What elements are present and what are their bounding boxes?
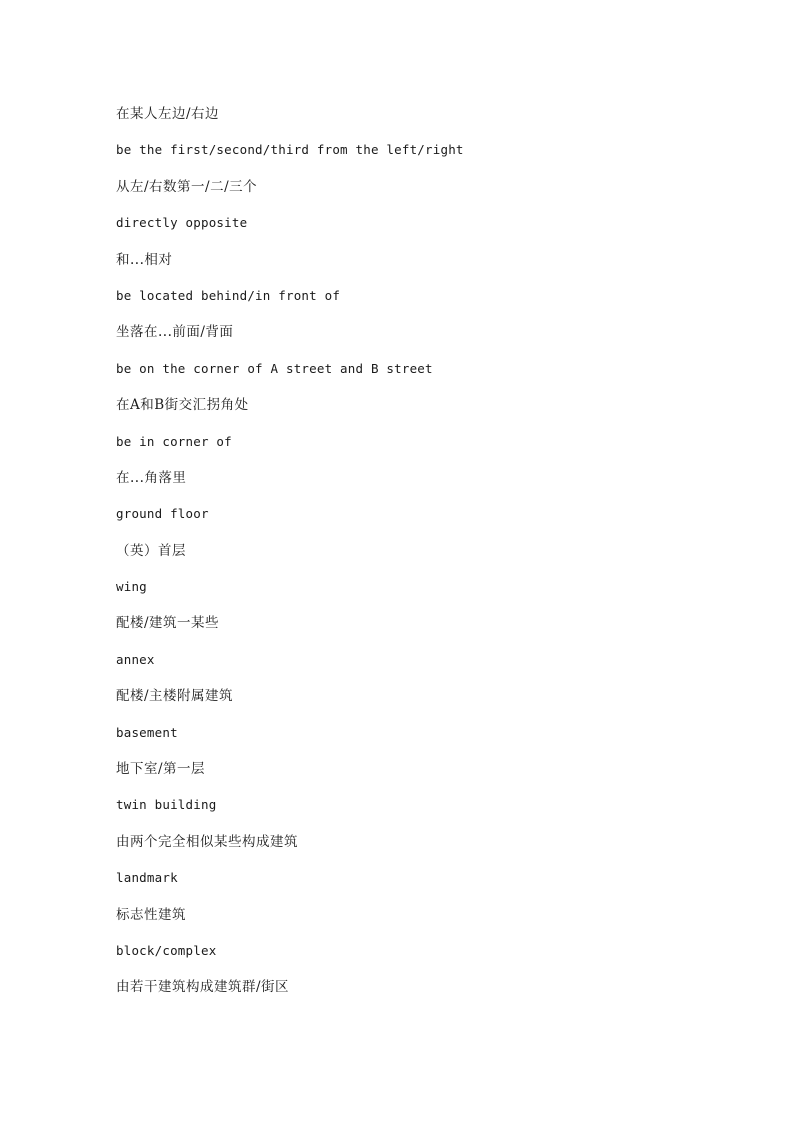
english-phrase: basement [116, 724, 178, 740]
chinese-phrase: 地下室/第一层 [116, 761, 206, 778]
chinese-phrase: （英）首层 [116, 542, 186, 559]
chinese-phrase: 由若干建筑构成建筑群/街区 [116, 979, 290, 996]
chinese-phrase: 在某人左边/右边 [116, 106, 220, 122]
chinese-phrase: 由两个完全相似某些构成建筑 [116, 833, 298, 850]
chinese-phrase: 在A和B街交汇拐角处 [116, 397, 249, 414]
english-phrase: landmark [116, 870, 178, 886]
vocabulary-list [116, 105, 736, 1015]
chinese-phrase: 配楼/主楼附属建筑 [116, 688, 234, 705]
english-phrase: block/complex [116, 942, 217, 958]
chinese-phrase: 在...角落里 [116, 469, 187, 486]
english-phrase: be the first/second/third from the left/right [116, 142, 464, 158]
chinese-phrase: 标志性建筑 [116, 906, 186, 923]
english-phrase: twin building [116, 797, 217, 813]
english-phrase: be located behind/in front of [116, 287, 341, 303]
chinese-phrase: 和...相对 [116, 251, 173, 268]
chinese-phrase: 从左/右数第一/二/三个 [116, 178, 258, 195]
english-phrase: be on the corner of A street and B street [116, 360, 433, 376]
chinese-phrase: 坐落在...前面/背面 [116, 324, 234, 341]
english-phrase: directly opposite [116, 215, 248, 231]
english-phrase: ground floor [116, 506, 209, 522]
english-phrase: be in corner of [116, 433, 232, 449]
english-phrase: annex [116, 651, 155, 667]
chinese-phrase: 配楼/建筑一某些 [116, 615, 220, 632]
english-phrase: wing [116, 579, 147, 595]
